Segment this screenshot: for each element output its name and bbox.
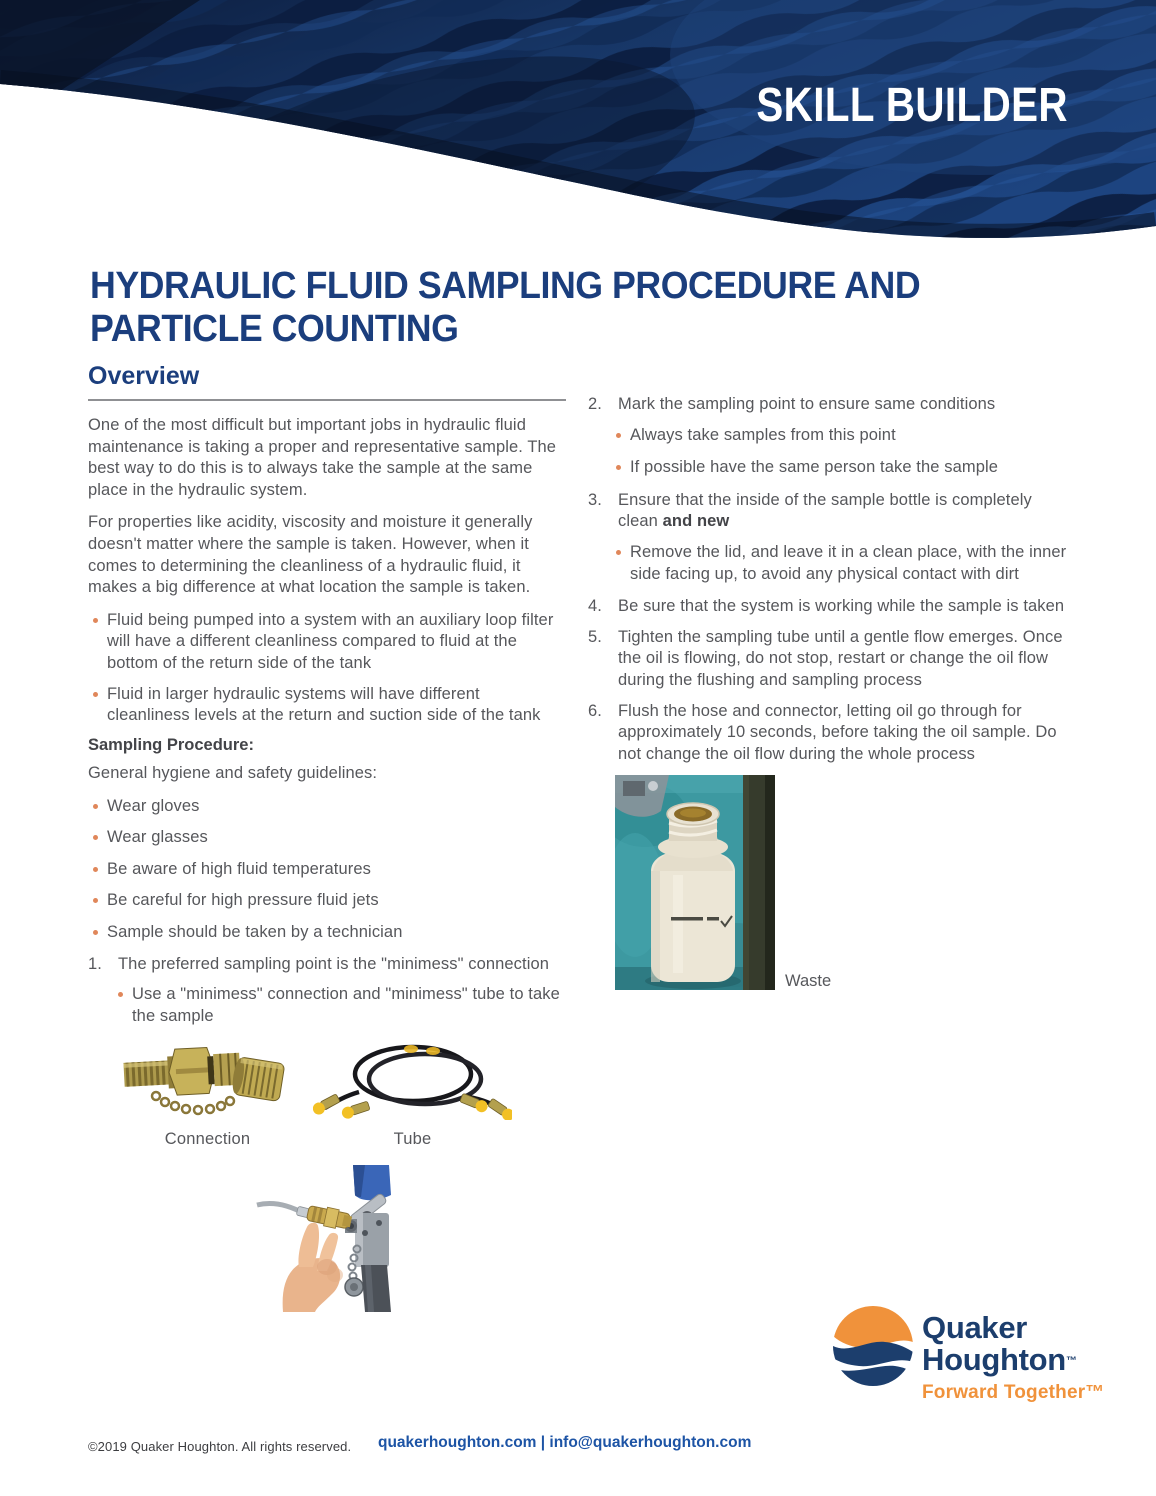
safety-bullet: Wear gloves (107, 796, 200, 815)
overview-bullet-1: Fluid being pumped into a system with an auxiliary loop filter will have a different cleanliness compared to fluid at the bottom of the return side of the tank (107, 610, 554, 673)
safety-bullet: Wear glasses (107, 828, 208, 847)
page-title: HYDRAULIC FLUID SAMPLING PROCEDURE AND PARTICLE COUNTING (90, 265, 921, 350)
waste-bottle-photo (615, 775, 775, 990)
trademark-symbol: ™ (1065, 1355, 1077, 1367)
step-number: 4. (588, 597, 602, 616)
sampling-intro: General hygiene and safety guidelines: (88, 763, 378, 782)
step-text: Mark the sampling point to ensure same conditions (618, 395, 996, 413)
left-column (88, 362, 566, 1317)
connection-photo (118, 1036, 297, 1120)
website-email-links[interactable]: quakerhoughton.com | info@quakerhoughton.com (378, 1434, 752, 1451)
sampling-procedure-heading: Sampling Procedure: (88, 735, 254, 754)
skill-builder-badge: SKILL BUILDER (756, 79, 1068, 132)
step-number: 6. (588, 701, 602, 720)
bullet-dot-icon (616, 550, 621, 555)
step-number: 1. (88, 954, 102, 973)
bullet-dot-icon (93, 618, 98, 623)
quaker-houghton-logo (833, 1306, 1105, 1404)
bullet-dot-icon (118, 992, 123, 997)
step1-sub-bullet: Use a "minimess" connection and "minimess" tube to take the sample (132, 985, 560, 1025)
logo-name-line1: Quaker (922, 1310, 1028, 1345)
bullet-dot-icon (93, 898, 98, 903)
step3-text: Ensure that the inside of the sample bottle is completely clean (618, 490, 1032, 531)
step2-sub-bullet: Always take samples from this point (630, 425, 896, 444)
step-text: Tighten the sampling tube until a gentle flow emerges. Once the oil is flowing, do not stop, restart or change the oil flow during the flushing and sampling process (618, 627, 1063, 690)
logo-tagline: Forward Together™ (922, 1382, 1105, 1403)
hand-sampling-photo (255, 1161, 407, 1312)
list-item (611, 425, 1070, 447)
list-item (88, 610, 566, 675)
bullet-dot-icon (93, 867, 98, 872)
list-item (88, 827, 566, 849)
safety-bullet: Be aware of high fluid temperatures (107, 859, 371, 878)
numbered-step-6 (588, 701, 1070, 766)
numbered-step-5 (588, 627, 1070, 692)
list-item (611, 542, 1070, 585)
bullet-dot-icon (616, 433, 621, 438)
bullet-dot-icon (616, 465, 621, 470)
waste-caption: Waste (785, 971, 832, 990)
step-number: 5. (588, 627, 602, 646)
step3-sub-bullet: Remove the lid, and leave it in a clean place, with the inner side facing up, to avoid any physical contact with dirt (630, 543, 1067, 583)
safety-bullet: Sample should be taken by a technician (107, 922, 403, 941)
tube-photo (313, 1036, 512, 1120)
list-item (88, 684, 566, 727)
bullet-dot-icon (93, 835, 98, 840)
logo-text-block (922, 1306, 1105, 1404)
logo-name-houghton: Houghton (922, 1342, 1066, 1377)
numbered-step-1 (88, 954, 566, 976)
step-number: 2. (588, 395, 602, 413)
safety-bullet: Be careful for high pressure fluid jets (107, 891, 379, 910)
logo-name-line2 (922, 1344, 1105, 1377)
copyright-text: ©2019 Quaker Houghton. All rights reserved. (88, 1439, 352, 1454)
overview-paragraph-2: For properties like acidity, viscosity and moisture it generally doesn't matter where the sample is taken. However, when it comes to determining the cleanliness of a hydraulic fluid, it makes a big difference at what location the sample is taken. (88, 513, 533, 597)
connection-figure (118, 1036, 297, 1149)
step-text (618, 490, 1070, 533)
connection-caption: Connection (164, 1130, 251, 1149)
step-text: The preferred sampling point is the "minimess" connection (118, 954, 550, 973)
step-number: 3. (588, 490, 602, 509)
step3-bold-text: and new (662, 512, 730, 531)
bullet-dot-icon (93, 930, 98, 935)
tube-figure (313, 1036, 512, 1149)
hand-sampling-figure (255, 1161, 566, 1317)
list-item (88, 796, 566, 818)
overview-divider (88, 399, 566, 401)
equipment-photos-row (118, 1036, 566, 1149)
step-text: Be sure that the system is working while the sample is taken (618, 597, 1065, 616)
overview-paragraph-1: One of the most difficult but important jobs in hydraulic fluid maintenance is taking a proper and representative sample. The best way to do this is to always take the sample at the same place in the hydraulic system. (88, 416, 557, 499)
overview-bullet-2: Fluid in larger hydraulic systems will have different cleanliness levels at the return and suction side of the tank (107, 684, 541, 725)
step-text: Flush the hose and connector, letting oil go through for approximately 10 seconds, before taking the oil sample. Do not change the oil flow during the whole process (618, 701, 1057, 763)
bullet-dot-icon (93, 804, 98, 809)
safety-guidelines-list (88, 796, 566, 944)
numbered-step-4 (588, 596, 1070, 618)
list-item (113, 984, 566, 1027)
tube-caption: Tube (393, 1130, 432, 1149)
numbered-step-2 (588, 394, 1070, 416)
list-item (611, 457, 1070, 479)
waste-bottle-figure (615, 775, 832, 995)
list-item (88, 859, 566, 881)
overview-heading: Overview (88, 362, 200, 390)
numbered-step-3 (588, 490, 1070, 533)
step2-sub-bullet: If possible have the same person take the sample (630, 458, 999, 477)
bullet-dot-icon (93, 692, 98, 697)
header-banner (0, 0, 1156, 252)
quaker-houghton-logo-icon (833, 1306, 913, 1386)
list-item (88, 922, 566, 944)
right-column (588, 394, 1070, 995)
list-item (88, 890, 566, 912)
